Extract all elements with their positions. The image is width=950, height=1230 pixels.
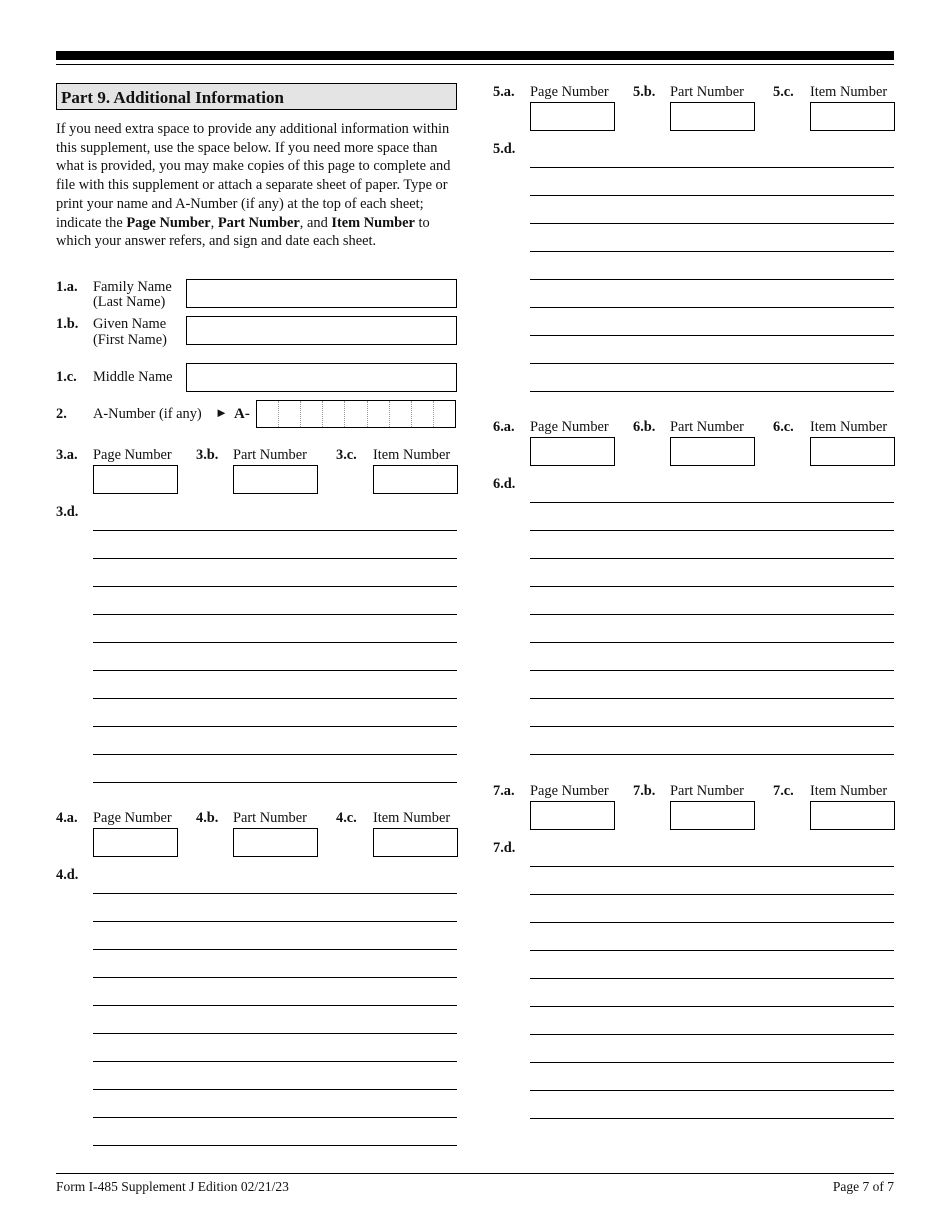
answer-line[interactable] [93,670,457,671]
answer-line[interactable] [93,782,457,783]
answer-line[interactable] [93,921,457,922]
item-label-a: 7.a. [493,783,515,799]
answer-line[interactable] [93,698,457,699]
intro-text-3: , and [299,214,332,231]
page-number-field[interactable] [530,801,615,830]
item-number-1c: 1.c. [56,369,77,385]
a-number-field[interactable] [256,400,456,428]
answer-line[interactable] [530,1006,894,1007]
item-label-c: 5.c. [773,84,794,100]
part-header: Part 9. Additional Information [56,83,457,110]
item-label-c: 6.c. [773,419,794,435]
item-number-label: Item Number [810,419,888,435]
part-number-label: Part Number [670,84,744,100]
family-name-sublabel: (Last Name) [93,294,166,310]
answer-line[interactable] [530,391,894,392]
middle-name-label: Middle Name [93,369,173,385]
intro-bold-part-number: Part Number [217,214,300,231]
a-number-digit-box[interactable] [368,401,390,427]
answer-line[interactable] [530,894,894,895]
arrow-right-icon: ► [215,405,228,420]
answer-line[interactable] [93,642,457,643]
item-number-2: 2. [56,406,67,422]
item-label-b: 7.b. [633,783,656,799]
answer-line[interactable] [530,335,894,336]
given-name-label: Given Name [93,316,167,332]
item-number-field[interactable] [373,828,458,857]
answer-line[interactable] [530,978,894,979]
part-number-label: Part Number [670,419,744,435]
footer-page-number: Page 7 of 7 [832,1179,894,1194]
answer-line[interactable] [93,1033,457,1034]
answer-line[interactable] [93,1005,457,1006]
answer-line[interactable] [93,893,457,894]
item-number-label: Item Number [373,447,451,463]
footer-form-edition: Form I-485 Supplement J Edition 02/21/23 [56,1179,289,1194]
answer-line[interactable] [93,754,457,755]
answer-line[interactable] [530,530,894,531]
answer-line[interactable] [93,586,457,587]
a-number-digit-box[interactable] [345,401,367,427]
item-number-1a: 1.a. [56,279,78,295]
footer-rule [56,1173,894,1174]
answer-line[interactable] [93,558,457,559]
answer-line[interactable] [530,614,894,615]
item-number-label: Item Number [810,783,888,799]
answer-line[interactable] [530,195,894,196]
page-number-field[interactable] [530,437,615,466]
intro-text-4: to which your answer refers, and sign and date each sheet. [56,214,430,250]
page-number-label: Page Number [93,810,172,826]
a-number-digit-box[interactable] [390,401,412,427]
item-label-d: 5.d. [493,141,516,157]
answer-line[interactable] [93,530,457,531]
item-number-1b: 1.b. [56,316,79,332]
part-number-field[interactable] [670,102,755,131]
intro-bold-page-number: Page Number [126,214,211,231]
answer-line[interactable] [93,1117,457,1118]
answer-line[interactable] [93,1061,457,1062]
part-number-field[interactable] [233,465,318,494]
answer-line[interactable] [530,558,894,559]
answer-line[interactable] [530,922,894,923]
page-number-field[interactable] [530,102,615,131]
answer-line[interactable] [93,614,457,615]
answer-line[interactable] [530,223,894,224]
item-number-field[interactable] [373,465,458,494]
item-label-a: 5.a. [493,84,515,100]
a-number-digit-box[interactable] [301,401,323,427]
item-label-a: 4.a. [56,810,78,826]
answer-line[interactable] [530,363,894,364]
item-number-label: Item Number [373,810,451,826]
answer-line[interactable] [530,866,894,867]
item-label-b: 6.b. [633,419,656,435]
item-label-b: 5.b. [633,84,656,100]
answer-line[interactable] [530,950,894,951]
instructions-text [56,120,456,251]
answer-line[interactable] [93,1089,457,1090]
answer-line[interactable] [530,1090,894,1091]
item-label-b: 4.b. [196,810,219,826]
item-label-c: 4.c. [336,810,357,826]
intro-text-2: , [210,214,218,231]
answer-line[interactable] [530,670,894,671]
answer-line[interactable] [530,754,894,755]
answer-line[interactable] [530,642,894,643]
item-number-field[interactable] [810,801,895,830]
item-label-d: 6.d. [493,476,516,492]
page-number-label: Page Number [530,84,609,100]
page-number-label: Page Number [93,447,172,463]
a-number-digit-box[interactable] [434,401,455,427]
answer-line[interactable] [530,502,894,503]
item-label-d: 7.d. [493,840,516,856]
given-name-field[interactable] [186,316,457,345]
answer-line[interactable] [530,586,894,587]
answer-line[interactable] [93,949,457,950]
a-number-digit-box[interactable] [257,401,279,427]
answer-line[interactable] [530,1118,894,1119]
item-number-field[interactable] [810,437,895,466]
answer-line[interactable] [93,977,457,978]
part-number-label: Part Number [670,783,744,799]
a-number-digit-box[interactable] [323,401,345,427]
answer-line[interactable] [530,726,894,727]
family-name-field[interactable] [186,279,457,308]
item-number-label: Item Number [810,84,888,100]
answer-line[interactable] [530,307,894,308]
top-rule-thick [56,51,894,60]
a-number-label: A-Number (if any) [93,406,202,422]
item-label-c: 7.c. [773,783,794,799]
a-number-digit-box[interactable] [412,401,434,427]
part-number-field[interactable] [670,801,755,830]
answer-line[interactable] [530,167,894,168]
part-number-field[interactable] [670,437,755,466]
answer-line[interactable] [530,251,894,252]
answer-line[interactable] [93,1145,457,1146]
item-label-d: 3.d. [56,504,79,520]
part-number-field[interactable] [233,828,318,857]
part-number-label: Part Number [233,447,307,463]
answer-line[interactable] [530,698,894,699]
given-name-sublabel: (First Name) [93,332,167,348]
top-rule-thin [56,64,894,65]
item-label-a: 6.a. [493,419,515,435]
answer-line[interactable] [93,726,457,727]
a-number-digit-box[interactable] [279,401,301,427]
answer-line[interactable] [530,1062,894,1063]
middle-name-field[interactable] [186,363,457,392]
answer-line[interactable] [530,279,894,280]
a-number-prefix: A- [234,406,250,422]
item-number-field[interactable] [810,102,895,131]
page-number-field[interactable] [93,465,178,494]
page-number-field[interactable] [93,828,178,857]
item-label-d: 4.d. [56,867,79,883]
intro-bold-item-number: Item Number [331,214,415,231]
answer-line[interactable] [530,1034,894,1035]
page-number-label: Page Number [530,419,609,435]
part-number-label: Part Number [233,810,307,826]
family-name-label: Family Name [93,279,172,295]
intro-text-1: If you need extra space to provide any additional information within this supplement, use the space below. If you need more space than what is provided, you may make copies of this page to complete and file with this supplement or attach a separate sheet of paper. Type or print your name and A-Number (if any) at the top of each sheet; indicate the [56,121,451,231]
page-number-label: Page Number [530,783,609,799]
item-label-a: 3.a. [56,447,78,463]
item-label-b: 3.b. [196,447,219,463]
item-label-c: 3.c. [336,447,357,463]
